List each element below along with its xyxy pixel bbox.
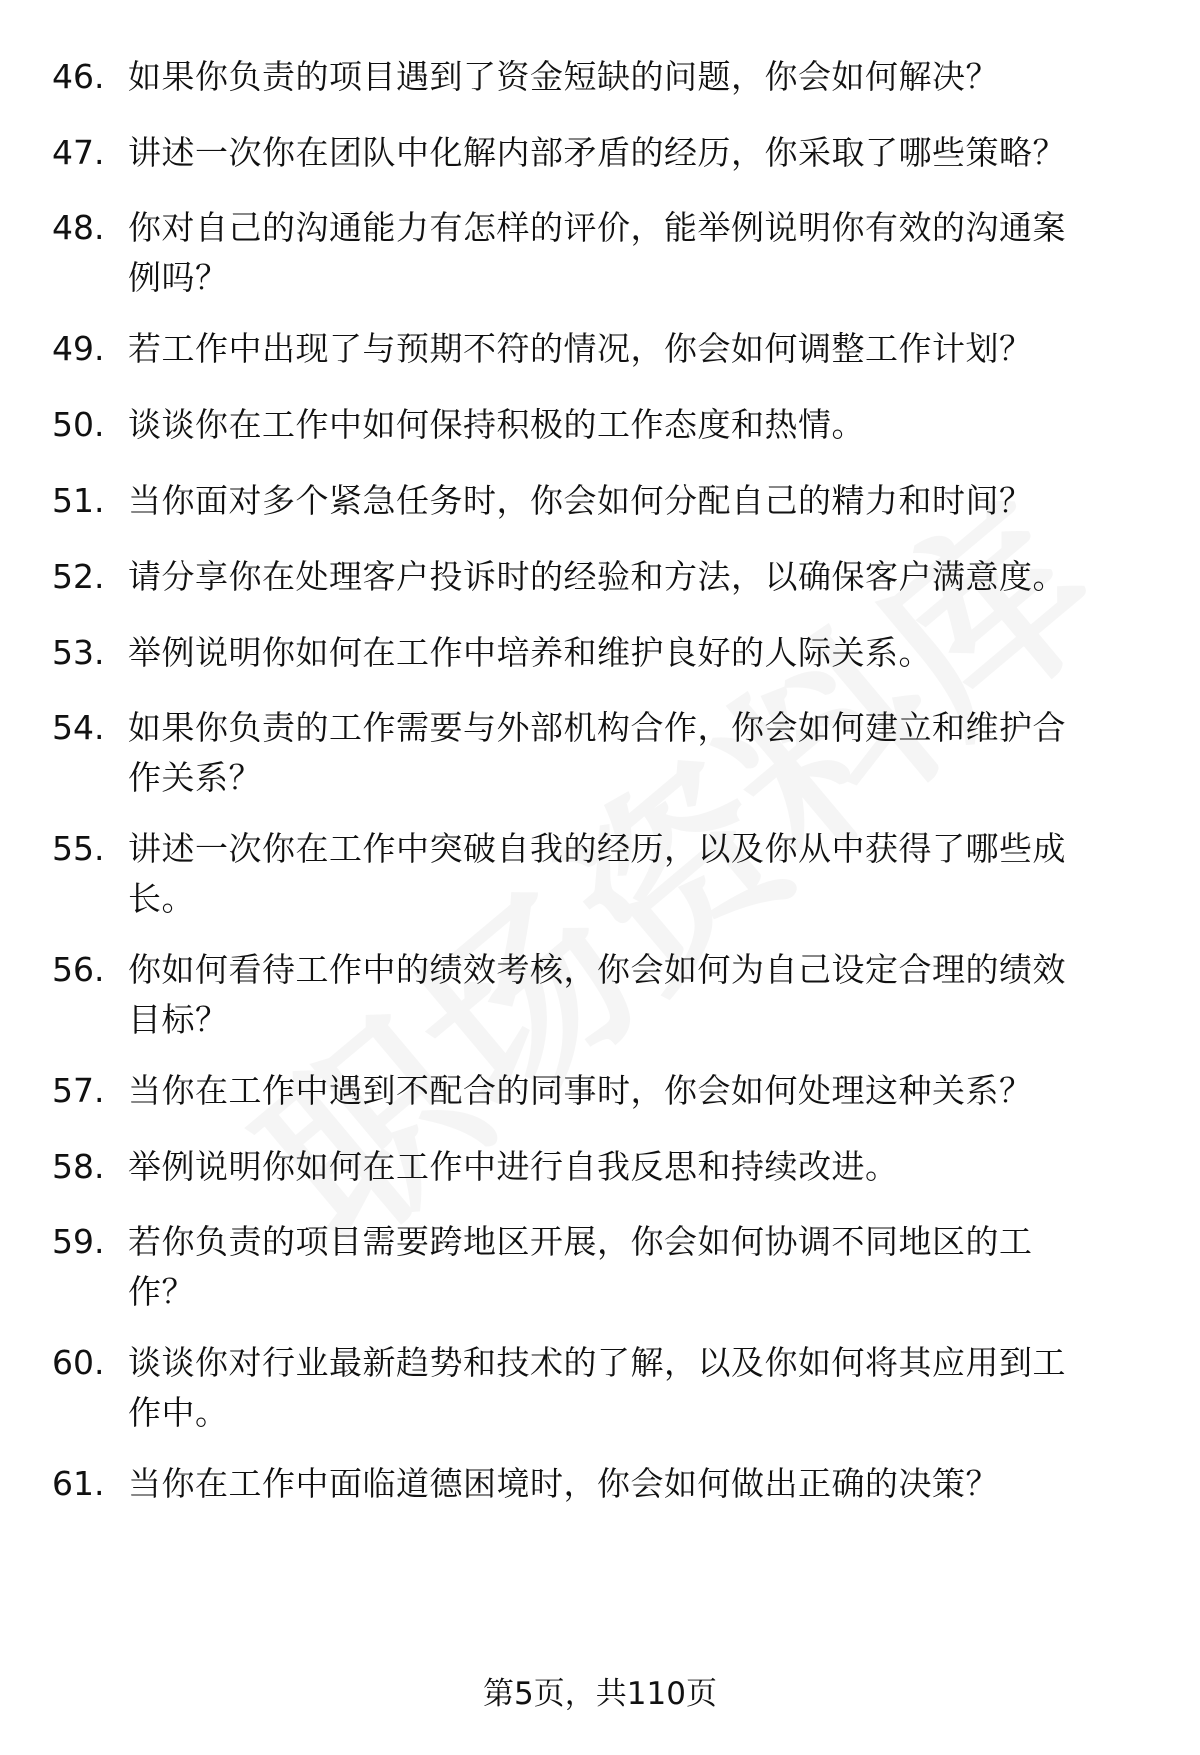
question-text	[128, 1338, 1158, 1438]
question-number: 50.	[52, 405, 105, 444]
question-line: 目标？	[128, 1000, 229, 1039]
question-number: 47.	[52, 133, 105, 172]
question-line: 请分享你在处理客户投诉时的经验和方法，以确保客户满意度。	[128, 557, 1066, 596]
question-text	[128, 1142, 1158, 1192]
question-number: 61.	[52, 1464, 105, 1503]
question-number: 57.	[52, 1071, 105, 1110]
question-number: 52.	[52, 557, 105, 596]
question-number: 55.	[52, 829, 105, 868]
question-text	[128, 1217, 1158, 1317]
question-line: 长。	[128, 879, 195, 918]
question-number: 53.	[52, 633, 105, 672]
question-number: 49.	[52, 329, 105, 368]
question-number: 60.	[52, 1343, 105, 1382]
question-text	[128, 628, 1158, 678]
question-line: 作中。	[128, 1393, 229, 1432]
question-text	[128, 552, 1158, 602]
question-text	[128, 128, 1158, 178]
question-text	[128, 945, 1158, 1045]
question-text	[128, 476, 1158, 526]
question-text	[128, 824, 1158, 924]
question-number: 56.	[52, 950, 105, 989]
question-text	[128, 52, 1158, 102]
question-line: 当你在工作中面临道德困境时，你会如何做出正确的决策？	[128, 1464, 999, 1503]
question-text	[128, 1066, 1158, 1116]
question-line: 讲述一次你在团队中化解内部矛盾的经历，你采取了哪些策略？	[128, 133, 1066, 172]
question-line: 谈谈你在工作中如何保持积极的工作态度和热情。	[128, 405, 865, 444]
question-line: 例吗？	[128, 258, 229, 297]
question-line: 你如何看待工作中的绩效考核，你会如何为自己设定合理的绩效	[128, 950, 1066, 989]
question-text	[128, 324, 1158, 374]
question-line: 作关系？	[128, 758, 262, 797]
question-text	[128, 703, 1158, 803]
question-line: 作？	[128, 1272, 195, 1311]
question-number: 59.	[52, 1222, 105, 1261]
question-number: 51.	[52, 481, 105, 520]
question-line: 当你面对多个紧急任务时，你会如何分配自己的精力和时间？	[128, 481, 1033, 520]
question-number: 54.	[52, 708, 105, 747]
question-line: 讲述一次你在工作中突破自我的经历，以及你从中获得了哪些成	[128, 829, 1066, 868]
question-text	[128, 400, 1158, 450]
page-footer: 第5页，共110页	[483, 1676, 717, 1712]
question-line: 举例说明你如何在工作中进行自我反思和持续改进。	[128, 1147, 899, 1186]
question-number: 46.	[52, 57, 105, 96]
question-line: 举例说明你如何在工作中培养和维护良好的人际关系。	[128, 633, 932, 672]
question-number: 48.	[52, 208, 105, 247]
question-line: 谈谈你对行业最新趋势和技术的了解，以及你如何将其应用到工	[128, 1343, 1066, 1382]
question-text	[128, 203, 1158, 303]
question-line: 如果你负责的工作需要与外部机构合作，你会如何建立和维护合	[128, 708, 1066, 747]
question-line: 若工作中出现了与预期不符的情况，你会如何调整工作计划？	[128, 329, 1033, 368]
question-line: 如果你负责的项目遇到了资金短缺的问题，你会如何解决？	[128, 57, 999, 96]
question-line: 当你在工作中遇到不配合的同事时，你会如何处理这种关系？	[128, 1071, 1033, 1110]
question-line: 若你负责的项目需要跨地区开展，你会如何协调不同地区的工	[128, 1222, 1033, 1261]
question-text	[128, 1459, 1158, 1509]
question-line: 你对自己的沟通能力有怎样的评价，能举例说明你有效的沟通案	[128, 208, 1066, 247]
question-number: 58.	[52, 1147, 105, 1186]
